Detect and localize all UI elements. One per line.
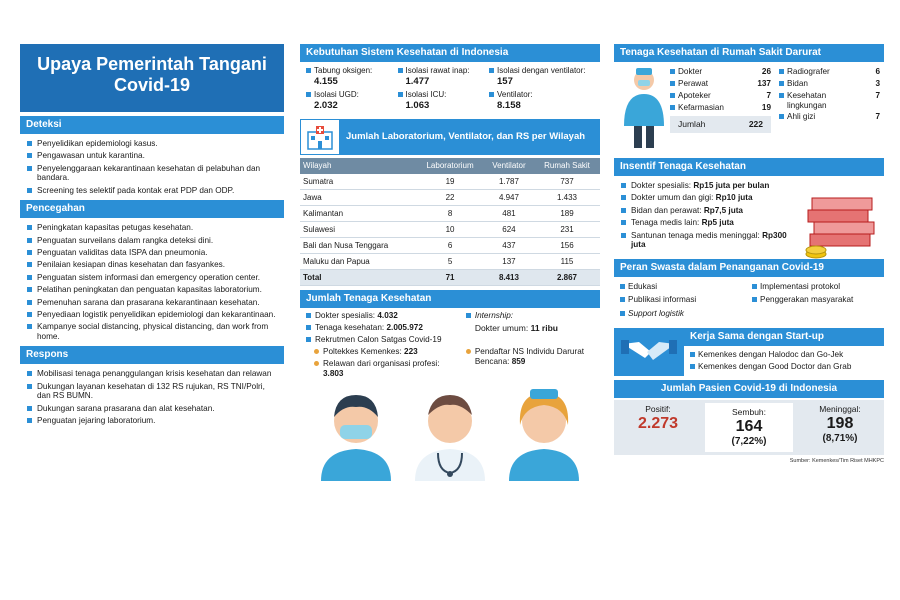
cell: 231 (534, 222, 600, 238)
cell: 8 (416, 206, 484, 222)
cell: 4.947 (484, 190, 534, 206)
list-item: Mobilisasi tenaga penanggulangan krisis kesehatan dan relawan (26, 369, 278, 378)
label: Kemenkes dengan Halodoc dan Go-Jek (698, 350, 844, 360)
sembuh-box (705, 403, 793, 452)
table-row (300, 222, 600, 238)
worker-masked-icon (316, 381, 396, 481)
list-item (620, 206, 788, 215)
label: Kefarmasian (678, 102, 724, 112)
value: 7 (766, 90, 771, 100)
kebutuhan-header: Kebutuhan Sistem Kesehatan di Indonesia (300, 44, 600, 62)
cell: 22 (416, 190, 484, 206)
source-note: Sumber: Kemenkes/Tim Riset MHKPC (789, 458, 884, 465)
kebutuhan-item (306, 90, 394, 111)
list-item: Penguatan sistem informasi dan emergency operation center. (26, 273, 278, 282)
cell: 10 (416, 222, 484, 238)
cell: Kalimantan (300, 206, 416, 222)
cell: 6 (416, 238, 484, 254)
value: 26 (761, 67, 771, 76)
cell: Sulawesi (300, 222, 416, 238)
insentif-body (614, 176, 884, 255)
label: Edukasi (628, 281, 658, 291)
label: Tenaga kesehatan: (315, 322, 385, 332)
kebutuhan-grid (300, 62, 600, 115)
kebutuhan-item (306, 66, 394, 87)
kebutuhan-label: Isolasi ICU: (398, 90, 486, 100)
kebutuhan-value: 1.477 (405, 75, 430, 87)
label: Bidan (787, 78, 808, 88)
worker-nurse-icon (504, 381, 584, 481)
list-item (620, 308, 746, 320)
kebutuhan-label: Ventilator: (489, 90, 594, 100)
pencegahan-header: Pencegahan (20, 200, 284, 218)
value: 3.803 (323, 368, 344, 378)
value: 164 (735, 418, 763, 436)
cell: Sumatra (300, 174, 416, 190)
value: 222 (748, 119, 763, 130)
value: Rp15 juta per bulan (693, 181, 770, 190)
col-laboratorium: Laboratorium (416, 158, 484, 174)
insentif-list (614, 176, 794, 255)
poltekkes-item (314, 347, 460, 357)
value: 7 (875, 112, 880, 122)
value: Rp5 juta (701, 218, 734, 228)
cell: 737 (534, 174, 600, 190)
cell: 71 (416, 270, 484, 286)
label: Poltekkes Kemenkes: (323, 346, 402, 356)
list-item (779, 111, 880, 123)
value: 223 (404, 346, 418, 356)
meninggal-box (796, 400, 884, 455)
col-wilayah: Wilayah (300, 158, 416, 174)
handshake-icon (614, 328, 684, 376)
cell: 5 (416, 254, 484, 270)
kebutuhan-label: Tabung oksigen: (306, 66, 394, 76)
table-row (300, 206, 600, 222)
percent: (8,71%) (822, 433, 858, 445)
kebutuhan-item (398, 90, 486, 111)
laboratorium-title: Jumlah Laboratorium, Ventilator, dan RS per Wilayah (346, 131, 586, 143)
table-total-row (300, 270, 600, 286)
worker-doctor-icon (410, 381, 490, 481)
list-item: Peningkatan kapasitas petugas kesehatan. (26, 223, 278, 232)
internship-detail (466, 323, 594, 333)
value: 11 ribu (530, 322, 558, 333)
cell: 115 (534, 254, 600, 270)
list-item (670, 66, 771, 78)
percent: (7,22%) (731, 436, 767, 448)
list-item (690, 349, 878, 361)
cell: 137 (484, 254, 534, 270)
kebutuhan-item (489, 90, 594, 111)
laboratorium-header (300, 119, 600, 155)
wilayah-table (300, 158, 600, 286)
cell: 156 (534, 238, 600, 254)
pendaftar-item (466, 347, 594, 379)
cell: Jawa (300, 190, 416, 206)
value: 198 (826, 415, 854, 433)
insentif-header: Insentif Tenaga Kesehatan (614, 158, 884, 176)
cell: 624 (484, 222, 534, 238)
kerja-sama-section (614, 328, 884, 376)
tenaga-kesehatan-item (306, 323, 460, 333)
list-item (620, 281, 746, 293)
kebutuhan-item (398, 66, 486, 87)
list-item (779, 90, 880, 112)
list-item: Dukungan layanan kesehatan di 132 RS rujukan, RS TNI/Polri, dan RS BUMN. (26, 382, 278, 401)
label: Ahli gizi (787, 112, 816, 122)
right-column (614, 44, 884, 465)
value: 6 (875, 67, 880, 76)
label: Tenaga medis lain: (631, 218, 700, 228)
hospital-icon (300, 119, 340, 155)
tenaga-kesehatan-grid (300, 308, 600, 381)
value: 4.032 (377, 311, 398, 321)
cell: 2.867 (534, 270, 600, 286)
label: Positif: (645, 404, 671, 415)
label: Dokter umum dan gigi: (631, 193, 714, 203)
respons-header: Respons (20, 346, 284, 364)
list-item (620, 181, 788, 190)
rekrutmen-item (306, 335, 594, 345)
kebutuhan-value: 8.158 (497, 99, 521, 111)
label: Dokter umum: (474, 322, 529, 333)
tenaga-kesehatan-header: Jumlah Tenaga Kesehatan (300, 290, 600, 308)
cell: 1.433 (534, 190, 600, 206)
cell: Maluku dan Papua (300, 254, 416, 270)
label: Apoteker (678, 90, 711, 100)
list-item: Penguatan validitas data ISPA dan pneumonia. (26, 248, 278, 257)
label: Santunan tenaga medis meninggal: (631, 230, 760, 240)
peran-swasta-header: Peran Swasta dalam Penanganan Covid-19 (614, 259, 884, 277)
kebutuhan-label: Isolasi rawat inap: (398, 66, 486, 76)
cell: Bali dan Nusa Tenggara (300, 238, 416, 254)
col-ventilator: Ventilator (484, 158, 534, 174)
value: 7 (875, 90, 880, 100)
label: Implementasi protokol (760, 281, 841, 291)
cell: 8.413 (484, 270, 534, 286)
cell: 1.787 (484, 174, 534, 190)
value: 137 (757, 78, 771, 88)
list-item (690, 361, 878, 373)
rs-darurat-grid (670, 66, 880, 150)
list-item: Penyelenggaraan kekarantinaan kesehatan di pelabuhan dan bandara. (26, 164, 278, 183)
label: Jumlah (678, 119, 706, 130)
rs-darurat-right (779, 66, 880, 150)
list-item (779, 66, 880, 78)
deteksi-header: Deteksi (20, 116, 284, 134)
list-item: Pengawasan untuk karantina. (26, 151, 278, 160)
list-item: Pelatihan peningkatan dan penguatan kapasitas laboratorium. (26, 285, 278, 294)
doctor-icon (618, 66, 670, 150)
list-item: Penguatan jejaring laboratorium. (26, 416, 278, 425)
jumlah-box (670, 116, 771, 132)
cell: 19 (416, 174, 484, 190)
rs-darurat-body (614, 62, 884, 154)
cell: 481 (484, 206, 534, 222)
list-item (752, 281, 878, 293)
peran-swasta-grid (614, 277, 884, 325)
value: 3 (875, 78, 880, 88)
table-row (300, 174, 600, 190)
value: 2.005.972 (386, 322, 423, 332)
list-item (670, 78, 771, 90)
value: 859 (511, 356, 526, 366)
pasien-header: Jumlah Pasien Covid-19 di Indonesia (614, 380, 884, 398)
label: Kemenkes dengan Good Doctor dan Grab (698, 362, 852, 372)
list-item: Penyediaan logistik penyelidikan epidemiologi dan kekarantinaan. (26, 310, 278, 319)
value: Rp7,5 juta (703, 205, 743, 215)
list-item (670, 90, 771, 102)
label: Publikasi informasi (628, 295, 697, 305)
value: 2.273 (637, 415, 679, 433)
label: Meninggal: (819, 404, 861, 415)
positif-box (614, 400, 702, 455)
list-item (670, 102, 771, 114)
label: Dokter spesialis: (631, 181, 692, 190)
kerja-sama-body (684, 328, 884, 376)
value: Rp10 juta (715, 193, 753, 203)
label: Bidan dan perawat: (631, 205, 702, 215)
internship-item (466, 311, 594, 321)
list-item (620, 193, 788, 202)
label: Rekrutmen Calon Satgas Covid-19 (315, 335, 442, 345)
list-item: Penyelidikan epidemiologi kasus. (26, 139, 278, 148)
cell: 437 (484, 238, 534, 254)
list-item: Screening tes selektif pada kontak erat PDP dan ODP. (26, 186, 278, 195)
label: Penggerakan masyarakat (760, 295, 854, 305)
pasien-stats (614, 400, 884, 455)
kebutuhan-value: 4.155 (314, 75, 338, 87)
value: Rp300 juta (631, 230, 787, 250)
pencegahan-list (20, 218, 284, 346)
kebutuhan-label: Isolasi dengan ventilator: (489, 66, 594, 76)
health-workers-illustration (300, 381, 600, 481)
kerja-sama-header: Kerja Sama dengan Start-up (684, 328, 884, 346)
label: Radiografer (787, 67, 830, 76)
list-item: Pemenuhan sarana dan prasarana kekarantinaan kesehatan. (26, 298, 278, 307)
label: Relawan dari organisasi profesi: (323, 358, 440, 368)
label: Dokter (678, 67, 703, 76)
table-row (300, 238, 600, 254)
label: Support logistik (628, 309, 684, 319)
label: Dokter spesialis: (315, 311, 376, 321)
dokter-spesialis-item (306, 311, 460, 321)
middle-column (300, 44, 600, 481)
kebutuhan-item (489, 66, 594, 87)
kebutuhan-value: 1.063 (405, 99, 430, 111)
col-rumah-sakit: Rumah Sakit (534, 158, 600, 174)
kebutuhan-value: 157 (497, 75, 513, 87)
respons-list (20, 364, 284, 430)
label: Kesehatan lingkungan (787, 90, 827, 110)
list-item (779, 78, 880, 90)
kebutuhan-value: 2.032 (314, 99, 338, 111)
table-row (300, 190, 600, 206)
label: Sembuh: (731, 407, 767, 418)
table-row (300, 254, 600, 270)
table-header-row (300, 158, 600, 174)
value: 19 (761, 102, 771, 112)
rs-darurat-left (670, 66, 771, 150)
label: Perawat (678, 78, 709, 88)
list-item: Kampanye social distancing, physical distancing, dan work from home. (26, 322, 278, 341)
deteksi-list (20, 134, 284, 200)
money-stack-icon (800, 184, 880, 264)
list-item (620, 218, 788, 227)
label: Internship: (474, 311, 514, 321)
relawan-item (314, 359, 460, 379)
list-item: Penguatan surveilans dalam rangka deteksi dini. (26, 236, 278, 245)
kerja-sama-list (684, 346, 884, 376)
list-item (752, 294, 878, 306)
list-item: Dukungan sarana prasarana dan alat kesehatan. (26, 404, 278, 413)
list-item: Penilaian kesiapan dinas kesehatan dan fasyankes. (26, 260, 278, 269)
list-item (620, 231, 788, 250)
cell: Total (300, 270, 416, 286)
left-column (20, 44, 284, 430)
rs-darurat-header: Tenaga Kesehatan di Rumah Sakit Darurat (614, 44, 884, 62)
list-item (620, 294, 746, 306)
page-title: Upaya Pemerintah Tangani Covid-19 (20, 44, 284, 112)
cell: 189 (534, 206, 600, 222)
label: Pendaftar NS Individu Darurat Bencana: (474, 346, 585, 366)
kebutuhan-label: Isolasi UGD: (306, 90, 394, 100)
